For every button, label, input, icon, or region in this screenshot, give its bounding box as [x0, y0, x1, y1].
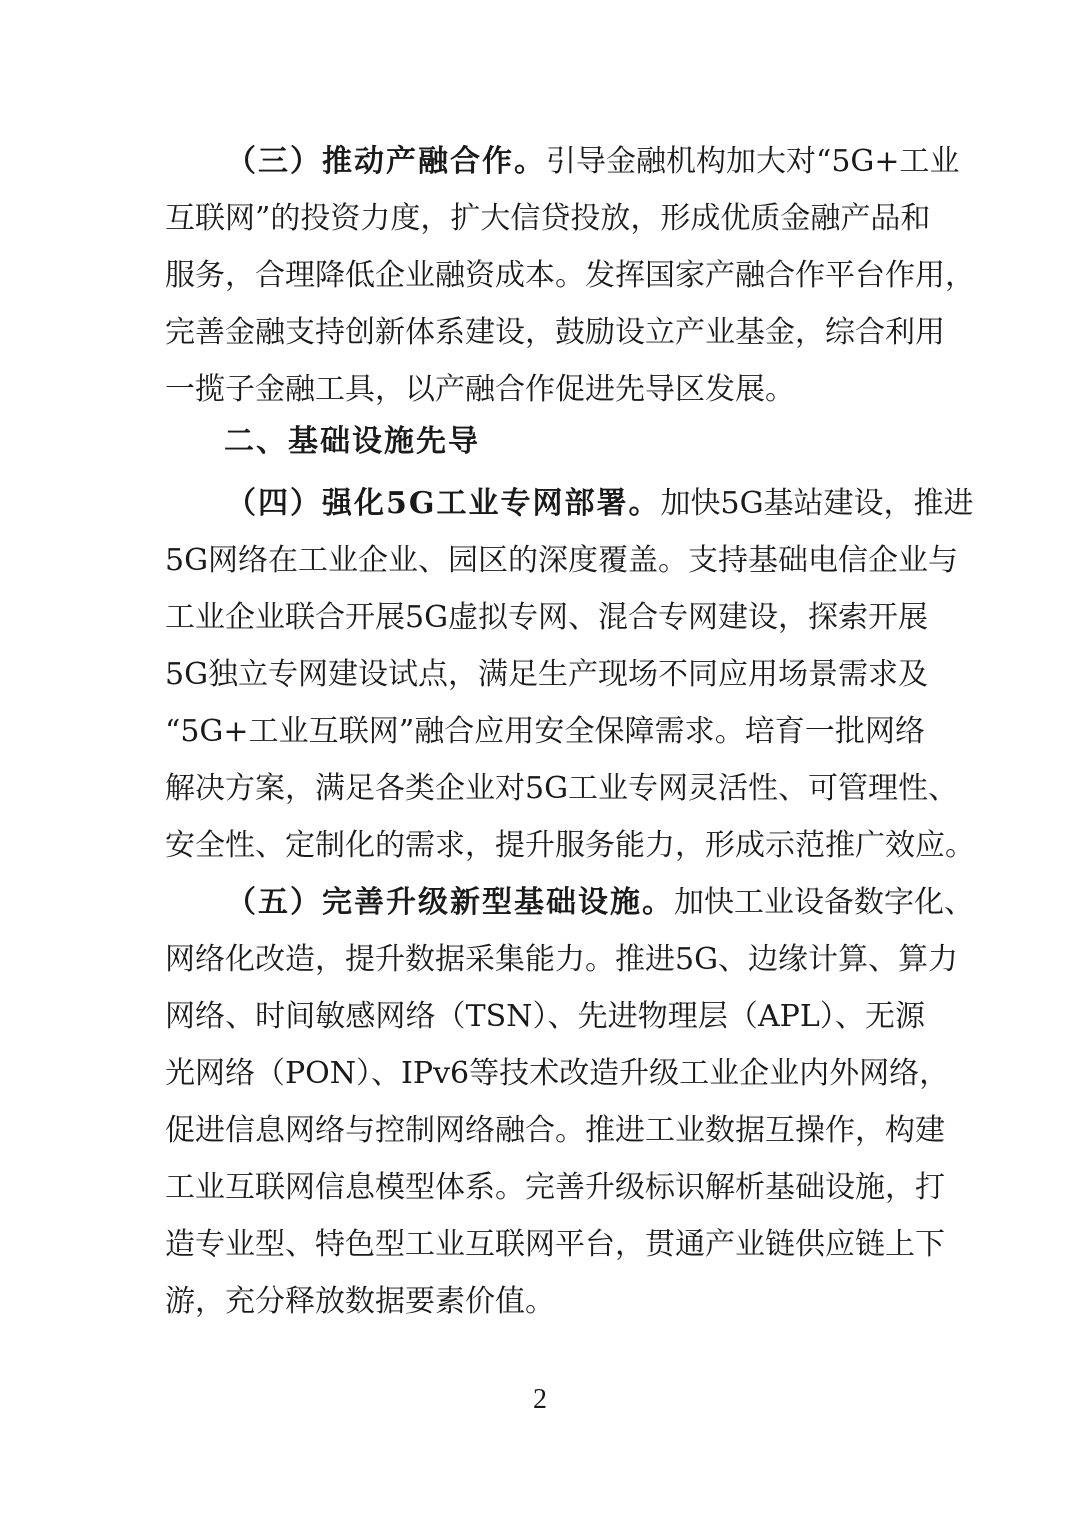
- paragraph-5-line-4: 光网络（PON）、IPv6等技术改造升级工业企业内外网络，: [165, 1056, 950, 1091]
- paragraph-4-line-3: 工业企业联合开展5G虚拟专网、混合专网建设，探索开展: [165, 600, 929, 635]
- paragraph-4-line-7: 安全性、定制化的需求，提升服务能力，形成示范推广效应。: [165, 828, 975, 863]
- paragraph-5-line-6: 工业互联网信息模型体系。完善升级标识解析基础设施，打: [165, 1170, 945, 1205]
- page-number: 2: [533, 1384, 547, 1415]
- paragraph-5-line-7: 造专业型、特色型工业互联网平台，贯通产业链供应链上下: [165, 1227, 945, 1262]
- paragraph-5-line-3: 网络、时间敏感网络（TSN）、先进物理层（APL）、无源: [165, 999, 925, 1034]
- paragraph-3-line-4: 完善金融支持创新体系建设，鼓励设立产业基金，综合利用: [165, 315, 945, 350]
- paragraph-4-text: 加快5G基站建设，推进: [660, 486, 974, 521]
- paragraph-4-line-4: 5G独立专网建设试点，满足生产现场不同应用场景需求及: [165, 657, 929, 692]
- paragraph-3-line-2: 互联网”的投资力度，扩大信贷投放，形成优质金融产品和: [165, 201, 931, 236]
- paragraph-4-line-2: 5G网络在工业企业、园区的深度覆盖。支持基础电信企业与: [165, 543, 959, 578]
- paragraph-3-line-1: [226, 133, 960, 191]
- section-title: 二、基础设施先导: [224, 424, 480, 459]
- paragraph-5-line-8: 游，充分释放数据要素价值。: [165, 1284, 555, 1319]
- paragraph-5-line-2: 网络化改造，提升数据采集能力。推进5G、边缘计算、算力: [165, 942, 959, 977]
- paragraph-5-text: 加快工业设备数字化、: [674, 885, 974, 920]
- paragraph-3-line-5: 一揽子金融工具，以产融合作促进先导区发展。: [165, 372, 795, 407]
- paragraph-4-line-1: [226, 475, 974, 533]
- paragraph-5-line-1: [226, 874, 974, 932]
- paragraph-5-line-5: 促进信息网络与控制网络融合。推进工业数据互操作，构建: [165, 1113, 945, 1148]
- paragraph-4-line-6: 解决方案，满足各类企业对5G工业专网灵活性、可管理性、: [165, 771, 959, 806]
- paragraph-4-heading: （四）强化5G工业专网部署。: [226, 486, 661, 521]
- paragraph-3-text: 引导金融机构加大对“5G+工业: [546, 144, 960, 179]
- paragraph-4-line-5: “5G+工业互联网”融合应用安全保障需求。培育一批网络: [165, 714, 925, 749]
- paragraph-3-line-3: 服务，合理降低企业融资成本。发挥国家产融合作平台作用，: [165, 258, 975, 293]
- paragraph-5-heading: （五）完善升级新型基础设施。: [226, 885, 674, 920]
- paragraph-3-heading: （三）推动产融合作。: [226, 144, 546, 179]
